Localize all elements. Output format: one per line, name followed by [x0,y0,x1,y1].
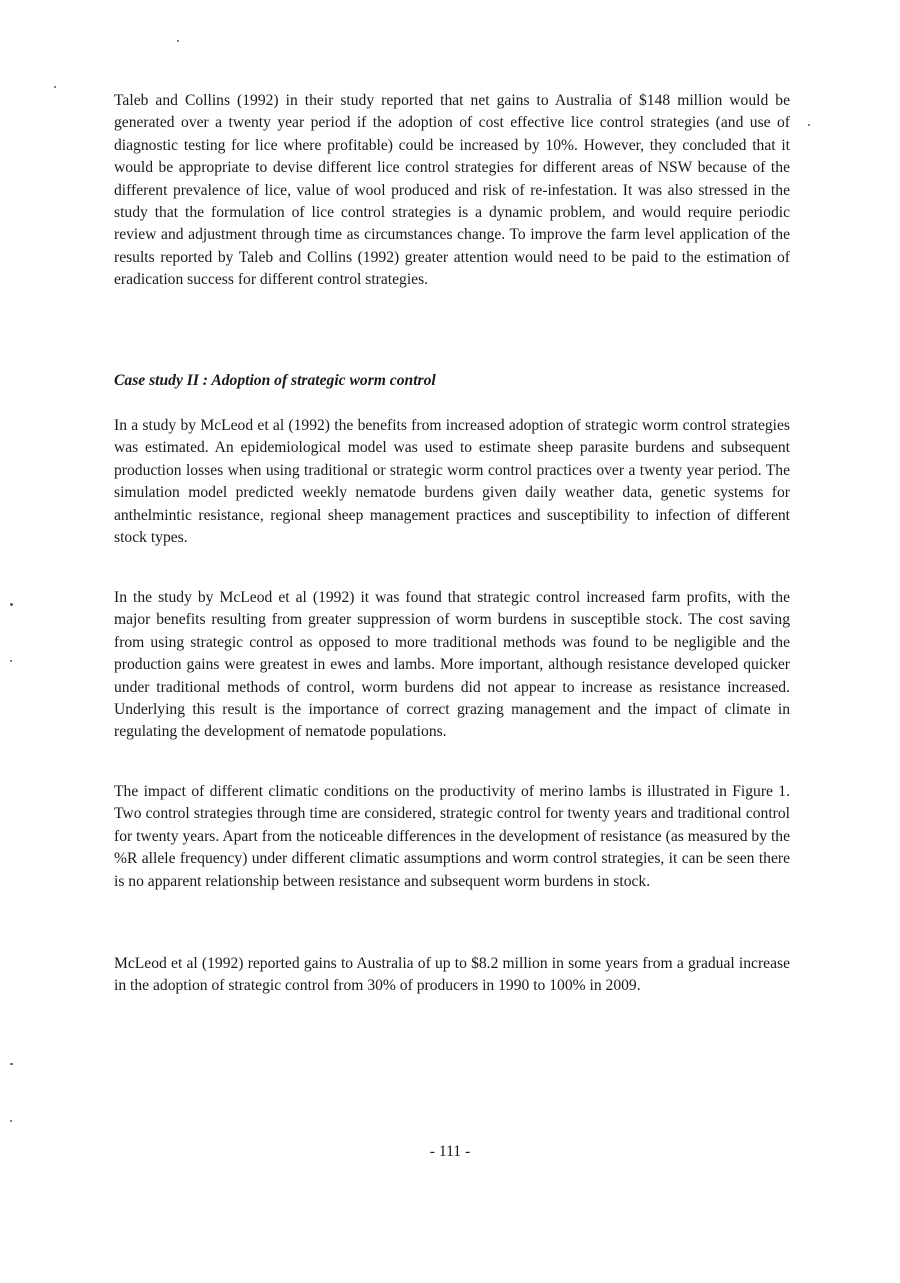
scan-speck [10,603,13,606]
scan-speck [10,660,12,662]
paragraph-mcleod-study-method: In a study by McLeod et al (1992) the benefits from increased adoption of strategic worm control strategies was estimated. An epidemiological model was used to estimate sheep parasite burdens and subsequent production losses when using traditional or strategic worm control practices over a twenty year period. The simulation model predicted weekly nematode burdens given daily weather data, genetic systems for anthelmintic resistance, regional sheep management practices and susceptibility to infection of different stock types. [114,417,790,547]
paragraph-mcleod-australia-gains: McLeod et al (1992) reported gains to Australia of up to $8.2 million in some years from a gradual increase in the adoption of strategic control from 30% of producers in 1990 to 100% in 2009. [114,955,790,995]
document-body [114,90,790,995]
scan-speck [177,40,179,42]
scan-speck [808,124,810,126]
paragraph-mcleod-study-findings: In the study by McLeod et al (1992) it was found that strategic control increased farm profits, with the major benefits resulting from greater suppression of worm burdens in susceptible stock. The cost saving from using strategic control as opposed to more traditional methods was found to be negligible and the production gains were greatest in ewes and lambs. More important, although resistance developed quicker under traditional methods of control, worm burdens did not appear to increase as resistance increased. Underlying this result is the importance of correct grazing management and the impact of climate in regulating the development of nematode populations. [114,589,790,741]
scan-speck [54,86,56,88]
paragraph-lice-control-gains: Taleb and Collins (1992) in their study reported that net gains to Australia of $148 million would be generated over a twenty year period if the adoption of cost effective lice control strategies (and use of diagnostic testing for lice where profitable) could be increased by 10%. However, they concluded that it would be appropriate to devise different lice control strategies for different areas of NSW because of the different prevalence of lice, value of wool produced and risk of re-infestation. It was also stressed in the study that the formulation of lice control strategies is a dynamic problem, and would require periodic review and adjustment through time as circumstances change. To improve the farm level application of the results reported by Taleb and Collins (1992) greater attention would need to be paid to the estimation of eradication success for different control strategies. [114,92,790,289]
page-number: - 111 - [429,1143,471,1160]
scan-speck [10,1120,12,1122]
scan-speck [10,1063,13,1065]
paragraph-climatic-conditions-impact: The impact of different climatic conditions on the productivity of merino lambs is illustrated in Figure 1. Two control strategies through time are considered, strategic control for twenty years and traditional control for twenty years. Apart from the noticeable differences in the development of resistance (as measured by the %R allele frequency) under different climatic assumptions and worm control strategies, it can be seen there is no apparent relationship between resistance and subsequent worm burdens in stock. [114,783,790,890]
section-heading-case-study-ii: Case study II : Adoption of strategic worm control [114,372,436,389]
